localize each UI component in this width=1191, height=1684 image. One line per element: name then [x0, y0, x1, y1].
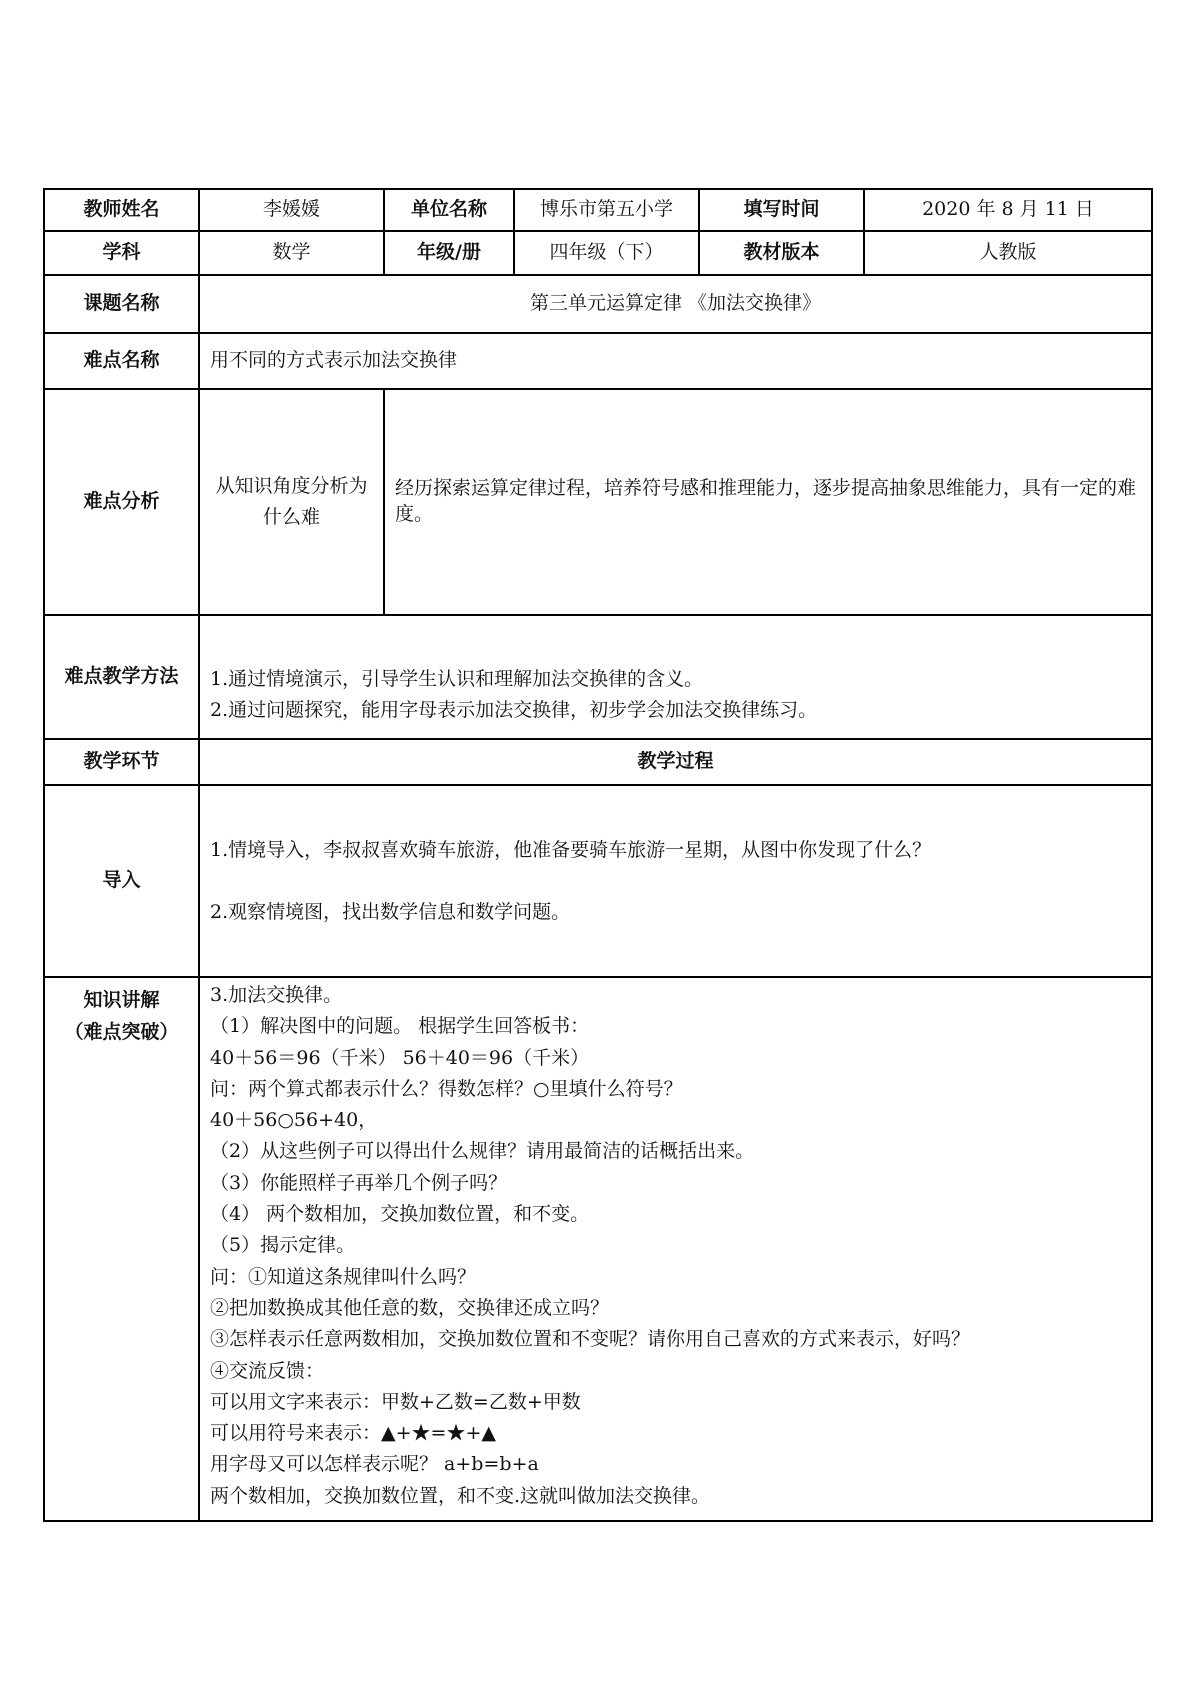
intro-line-2: 2.观察情境图，找出数学信息和数学问题。 — [210, 900, 571, 923]
knowledge-line: 40＋56＝96（千米） 56＋40＝96（千米） — [210, 1046, 590, 1069]
header-row-1 — [44, 189, 1152, 231]
topic-value: 第三单元运算定律 《加法交换律》 — [199, 275, 1152, 333]
method-row — [44, 615, 1152, 739]
edition-label: 教材版本 — [699, 231, 864, 275]
knowledge-line: 用字母又可以怎样表示呢？ a+b=b+a — [210, 1453, 539, 1476]
knowledge-line: （2）从这些例子可以得出什么规律？请用最简洁的话概括出来。 — [210, 1140, 755, 1163]
unit-name-label: 单位名称 — [384, 189, 514, 231]
knowledge-lines — [210, 980, 1141, 1512]
method-line-2: 2.通过问题探究，能用字母表示加法交换律，初步学会加法交换律练习。 — [210, 699, 818, 721]
knowledge-label — [44, 977, 199, 1521]
difficulty-value: 用不同的方式表示加法交换律 — [199, 333, 1152, 389]
knowledge-line: 问：两个算式都表示什么？得数怎样？○里填什么符号？ — [210, 1077, 683, 1100]
knowledge-line: 两个数相加，交换加数位置，和不变.这就叫做加法交换律。 — [210, 1484, 711, 1507]
knowledge-line: 可以用文字来表示：甲数+乙数=乙数+甲数 — [210, 1390, 581, 1413]
analysis-sub-label: 从知识角度分析为什么难 — [199, 389, 384, 615]
method-label: 难点教学方法 — [44, 615, 199, 739]
analysis-value: 经历探索运算定律过程，培养符号感和推理能力，逐步提高抽象思维能力，具有一定的难度。 — [384, 389, 1152, 615]
analysis-row — [44, 389, 1152, 615]
knowledge-line: （5）揭示定律。 — [210, 1234, 356, 1257]
knowledge-line: 问：①知道这条规律叫什么吗？ — [210, 1265, 477, 1288]
topic-row — [44, 275, 1152, 333]
knowledge-line: （4） 两个数相加，交换加数位置，和不变。 — [210, 1203, 590, 1226]
method-line-1: 1.通过情境演示，引导学生认识和理解加法交换律的含义。 — [210, 668, 704, 690]
teacher-name-label: 教师姓名 — [44, 189, 199, 231]
knowledge-line: ②把加数换成其他任意的数，交换律还成立吗？ — [210, 1296, 610, 1319]
stage-header-label: 教学环节 — [44, 739, 199, 785]
fill-date-value: 2020 年 8 月 11 日 — [864, 189, 1152, 231]
knowledge-line: （3）你能照样子再举几个例子吗？ — [210, 1171, 508, 1194]
knowledge-label-line-2: （难点突破） — [64, 1021, 179, 1043]
analysis-label: 难点分析 — [44, 389, 199, 615]
intro-line-1: 1.情境导入，李叔叔喜欢骑车旅游，他准备要骑车旅游一星期，从图中你发现了什么？ — [210, 838, 932, 861]
edition-value: 人教版 — [864, 231, 1152, 275]
intro-content — [199, 785, 1152, 977]
process-header-row — [44, 739, 1152, 785]
fill-date-label: 填写时间 — [699, 189, 864, 231]
knowledge-line: 可以用符号来表示：▲+★=★+▲ — [210, 1422, 496, 1445]
subject-value: 数学 — [199, 231, 384, 275]
grade-label: 年级/册 — [384, 231, 514, 275]
knowledge-line: 40＋56○56+40， — [210, 1109, 378, 1132]
topic-label: 课题名称 — [44, 275, 199, 333]
knowledge-label-line-1: 知识讲解 — [83, 989, 160, 1011]
method-value — [199, 615, 1152, 739]
knowledge-row — [44, 977, 1152, 1521]
difficulty-label: 难点名称 — [44, 333, 199, 389]
knowledge-line: ④交流反馈： — [210, 1359, 325, 1382]
process-header-label: 教学过程 — [199, 739, 1152, 785]
difficulty-row — [44, 333, 1152, 389]
lesson-plan-table — [43, 188, 1153, 1522]
knowledge-line: 3.加法交换律。 — [210, 984, 343, 1006]
teacher-name-value: 李媛媛 — [199, 189, 384, 231]
knowledge-line: （1）解决图中的问题。 根据学生回答板书： — [210, 1015, 590, 1038]
unit-name-value: 博乐市第五小学 — [514, 189, 699, 231]
grade-value: 四年级（下） — [514, 231, 699, 275]
intro-label: 导入 — [44, 785, 199, 977]
knowledge-content — [199, 977, 1152, 1521]
header-row-2 — [44, 231, 1152, 275]
subject-label: 学科 — [44, 231, 199, 275]
knowledge-line: ③怎样表示任意两数相加，交换加数位置和不变呢？请你用自己喜欢的方式来表示，好吗？ — [210, 1328, 971, 1351]
intro-row — [44, 785, 1152, 977]
